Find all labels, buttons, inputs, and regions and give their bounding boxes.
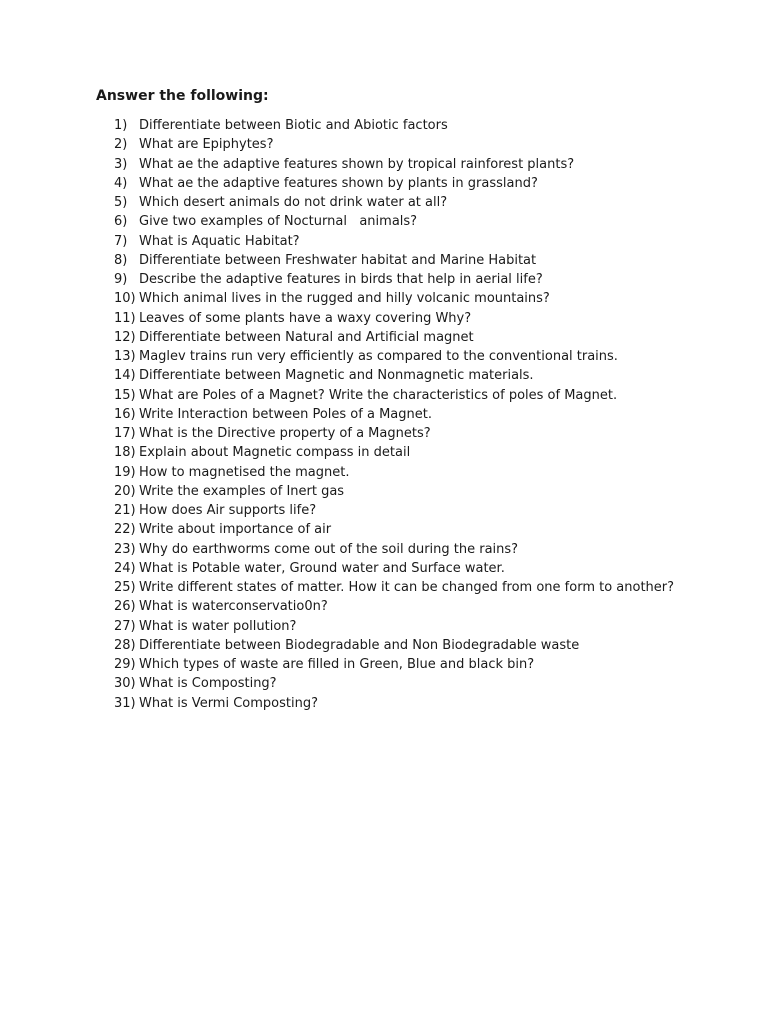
question-item — [114, 309, 674, 328]
question-text: How to magnetised the magnet. — [139, 464, 350, 480]
question-item — [114, 636, 674, 655]
question-text: Differentiate between Biodegradable and Non Biodegradable waste — [139, 637, 580, 653]
question-number: 31) — [114, 695, 136, 711]
question-item — [114, 328, 674, 347]
question-item — [114, 386, 674, 405]
question-number: 17) — [114, 426, 136, 441]
question-item — [114, 405, 674, 424]
question-item — [114, 578, 674, 597]
question-text: What is Potable water, Ground water and Surface water. — [139, 560, 505, 576]
question-text: Which desert animals do not drink water at all? — [139, 195, 448, 210]
question-list — [114, 116, 674, 713]
question-number: 2) — [114, 137, 128, 153]
question-number: 6) — [114, 214, 128, 230]
question-item — [114, 366, 674, 385]
question-text: What is water pollution? — [139, 618, 297, 634]
question-item — [114, 174, 674, 193]
question-text: Write the examples of Inert gas — [139, 483, 345, 499]
question-item — [114, 443, 674, 462]
question-text: Give two examples of Nocturnal animals? — [139, 214, 418, 230]
question-text: What is waterconservatio0n? — [139, 599, 328, 615]
question-item — [114, 463, 674, 482]
question-text: Write Interaction between Poles of a Magnet. — [139, 406, 432, 422]
question-text: Which types of waste are filled in Green, Blue and black bin? — [139, 657, 535, 672]
question-number: 5) — [114, 195, 128, 210]
question-text: What ae the adaptive features shown by plants in grassland? — [139, 175, 538, 191]
question-number: 10) — [114, 291, 136, 307]
question-number: 9) — [114, 272, 128, 287]
question-text: Differentiate between Magnetic and Nonmagnetic materials. — [139, 368, 534, 384]
question-text: What is Vermi Composting? — [139, 695, 318, 711]
question-number: 15) — [114, 387, 136, 403]
question-number: 22) — [114, 522, 136, 538]
question-number: 11) — [114, 310, 136, 326]
question-number: 21) — [114, 503, 136, 518]
question-item — [114, 520, 674, 539]
question-text: Why do earthworms come out of the soil during the rains? — [139, 541, 519, 557]
question-item — [114, 155, 674, 174]
question-number: 23) — [114, 541, 136, 557]
question-text: What is Composting? — [139, 676, 277, 692]
question-item — [114, 347, 674, 366]
question-text: Write about importance of air — [139, 522, 332, 538]
question-number: 16) — [114, 406, 136, 422]
question-text: What are Epiphytes? — [139, 137, 274, 153]
question-item — [114, 251, 674, 270]
question-number: 8) — [114, 252, 128, 268]
question-text: Maglev trains run very efficiently as compared to the conventional trains. — [139, 349, 618, 364]
question-item — [114, 193, 674, 212]
question-item — [114, 674, 674, 693]
question-text: Differentiate between Biotic and Abiotic factors — [139, 118, 448, 133]
question-text: Leaves of some plants have a waxy covering Why? — [139, 310, 472, 326]
question-number: 26) — [114, 599, 136, 615]
question-number: 7) — [114, 233, 128, 249]
question-text: What ae the adaptive features shown by tropical rainforest plants? — [139, 156, 575, 172]
question-item — [114, 597, 674, 616]
question-item — [114, 559, 674, 578]
page-heading: Answer the following: — [96, 88, 269, 104]
question-text: Write different states of matter. How it can be changed from one form to another? — [139, 580, 675, 595]
question-text: Explain about Magnetic compass in detail — [139, 445, 411, 461]
question-number: 14) — [114, 368, 136, 384]
question-number: 28) — [114, 637, 136, 653]
question-text: What is the Directive property of a Magnets? — [139, 426, 431, 441]
question-item — [114, 540, 674, 559]
question-number: 29) — [114, 657, 136, 672]
question-number: 30) — [114, 676, 136, 692]
question-text: Describe the adaptive features in birds that help in aerial life? — [139, 272, 543, 287]
question-text: What are Poles of a Magnet? Write the characteristics of poles of Magnet. — [139, 387, 618, 403]
question-text: Differentiate between Natural and Artificial magnet — [139, 329, 474, 345]
question-text: Which animal lives in the rugged and hilly volcanic mountains? — [139, 291, 550, 307]
question-number: 3) — [114, 156, 128, 172]
question-item — [114, 501, 674, 520]
question-number: 24) — [114, 560, 136, 576]
question-item — [114, 232, 674, 251]
question-number: 19) — [114, 464, 136, 480]
question-text: How does Air supports life? — [139, 503, 317, 518]
question-item — [114, 655, 674, 674]
question-item — [114, 482, 674, 501]
question-text: What is Aquatic Habitat? — [139, 233, 300, 249]
question-number: 27) — [114, 618, 136, 634]
question-item — [114, 617, 674, 636]
question-number: 4) — [114, 175, 128, 191]
question-number: 12) — [114, 329, 136, 345]
question-item — [114, 135, 674, 154]
question-number: 25) — [114, 580, 136, 595]
question-number: 13) — [114, 349, 136, 364]
question-item — [114, 289, 674, 308]
question-number: 1) — [114, 118, 128, 133]
question-item — [114, 694, 674, 713]
question-number: 20) — [114, 483, 136, 499]
question-text: Differentiate between Freshwater habitat and Marine Habitat — [139, 252, 537, 268]
question-item — [114, 270, 674, 289]
question-item — [114, 424, 674, 443]
question-number: 18) — [114, 445, 136, 461]
question-item — [114, 116, 674, 135]
question-item — [114, 212, 674, 231]
